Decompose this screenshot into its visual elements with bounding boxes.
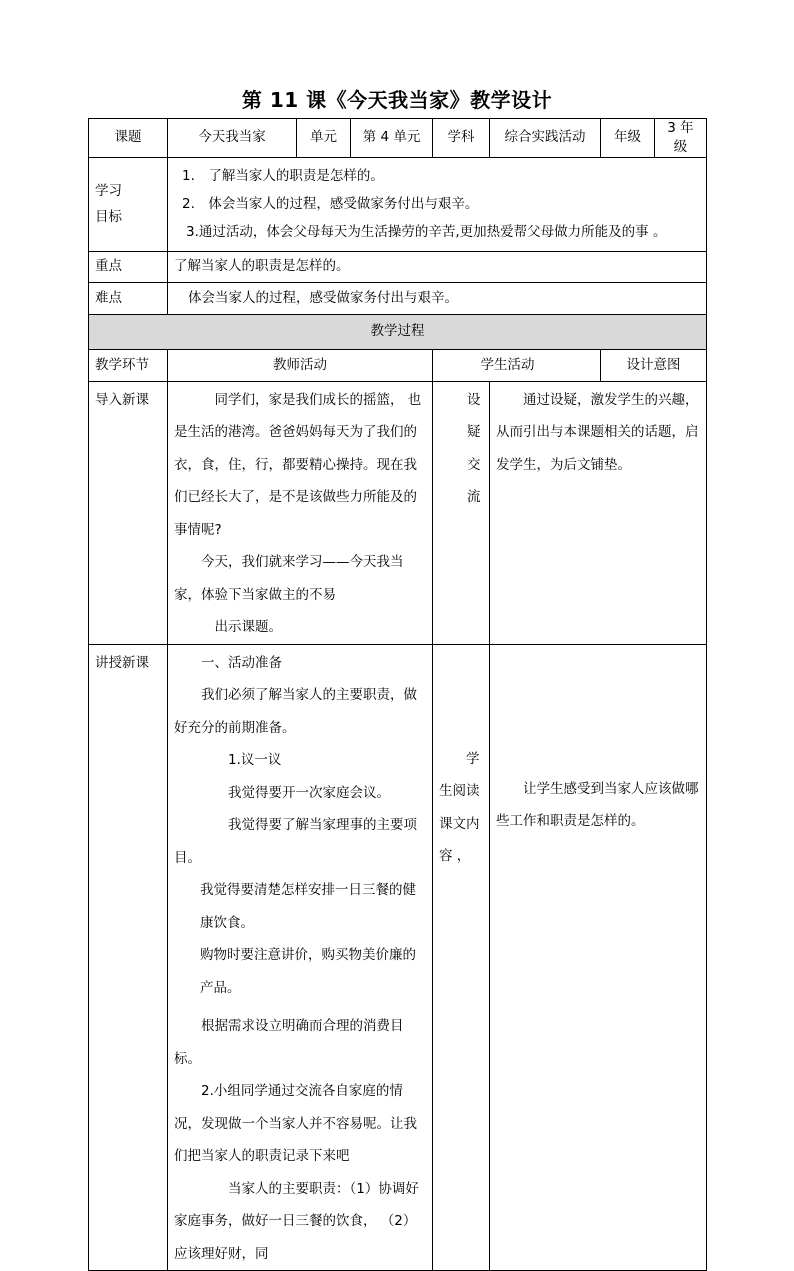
intro-teacher [168,381,433,644]
intro-row [89,381,707,644]
page-title: 第 11 课《今天我当家》教学设计 [241,88,553,112]
lecture-stage: 讲授新课 [89,644,168,1271]
goals-label-line-2: 目标 [95,209,122,226]
lecture-teacher-para: 1.议一议 [228,752,282,769]
lecture-teacher-para: 我觉得要了解当家理事的主要项目。 [174,817,417,866]
lecture-teacher-para: 购物时要注意讲价，购买物美价廉的产品。 [200,947,416,996]
goals-row [89,157,707,251]
lecture-intent-text: 让学生感受到当家人应该做哪些工作和职责是怎样的。 [496,780,699,830]
keypoint-row [89,251,707,282]
unit-label: 单元 [297,119,351,158]
lecture-teacher-para: 我们必须了解当家人的主要职责，做好充分的前期准备。 [174,687,417,736]
col-stage: 教学环节 [89,349,168,381]
goals-content [168,157,707,251]
lecture-row [89,644,707,1271]
grade-label: 年级 [601,119,655,158]
col-student: 学生活动 [433,349,601,381]
process-header: 教学过程 [89,314,707,349]
col-teacher: 教师活动 [168,349,433,381]
process-header-row [89,314,707,349]
intro-teacher-para: 出示课题。 [214,619,282,636]
lecture-intent [490,644,707,1271]
subject-value: 综合实践活动 [490,119,601,158]
intro-teacher-para: 今天，我们就来学习——今天我当家，体验下当家做主的不易 [174,554,404,603]
process-columns-row [89,349,707,381]
intro-student-line: 设疑 [467,391,481,441]
intro-intent-text: 通过设疑，激发学生的兴趣，从而引出与本课题相关的话题，启发学生，为后文铺垫。 [496,391,699,473]
lecture-teacher-para: 2.小组同学通过交流各自家庭的情况，发现做一个当家人并不容易呢。让我们把当家人的职责记录下来吧 [174,1083,417,1165]
grade-value: 3 年级 [655,119,707,158]
lecture-student [433,644,490,1271]
lecture-teacher-para: 一、活动准备 [201,654,282,671]
subject-label: 学科 [433,119,490,158]
topic-label: 课题 [89,119,168,158]
lecture-teacher [168,644,433,1271]
intro-teacher-para: 同学们，家是我们成长的摇篮， 也是生活的港湾。爸爸妈妈每天为了我们的衣，食，住，行，都要精心操持。现在我们已经长大了，是不是该做些力所能及的事情呢? [174,391,422,538]
lecture-teacher-para: 当家人的主要职责：（1）协调好家庭事务，做好一日三餐的饮食， （2）应该理好财，同 [174,1180,419,1262]
lecture-student-text: 学生阅读课文内容 ， [439,750,480,865]
topic-value: 今天我当家 [168,119,297,158]
difficulty-label: 难点 [89,282,168,314]
difficulty-text: 体会当家人的过程，感受做家务付出与艰辛。 [168,282,707,314]
lesson-plan-table [88,118,707,1271]
keypoint-label: 重点 [89,251,168,282]
info-row [89,119,707,158]
intro-student [433,381,490,644]
lecture-teacher-para: 我觉得要开一次家庭会议。 [228,784,390,801]
intro-student-line: 交流 [467,456,481,506]
unit-value: 第 4 单元 [351,119,433,158]
col-intent: 设计意图 [601,349,707,381]
goal-item: 3.通过活动，体会父母每天为生活操劳的辛苦,更加热爱帮父母做力所能及的事 。 [186,224,667,241]
goal-item: 1. 了解当家人的职责是怎样的。 [182,168,384,185]
goal-item: 2. 体会当家人的过程，感受做家务付出与艰辛。 [182,196,479,213]
keypoint-text: 了解当家人的职责是怎样的。 [168,251,707,282]
intro-stage: 导入新课 [89,381,168,644]
lecture-teacher-para: 根据需求设立明确而合理的消费目标。 [174,1018,404,1067]
difficulty-row [89,282,707,314]
intro-intent [490,381,707,644]
goals-label-line-1: 学习 [95,183,122,200]
goals-label [89,157,168,251]
lecture-teacher-para: 我觉得要清楚怎样安排一日三餐的健康饮食。 [200,882,416,931]
